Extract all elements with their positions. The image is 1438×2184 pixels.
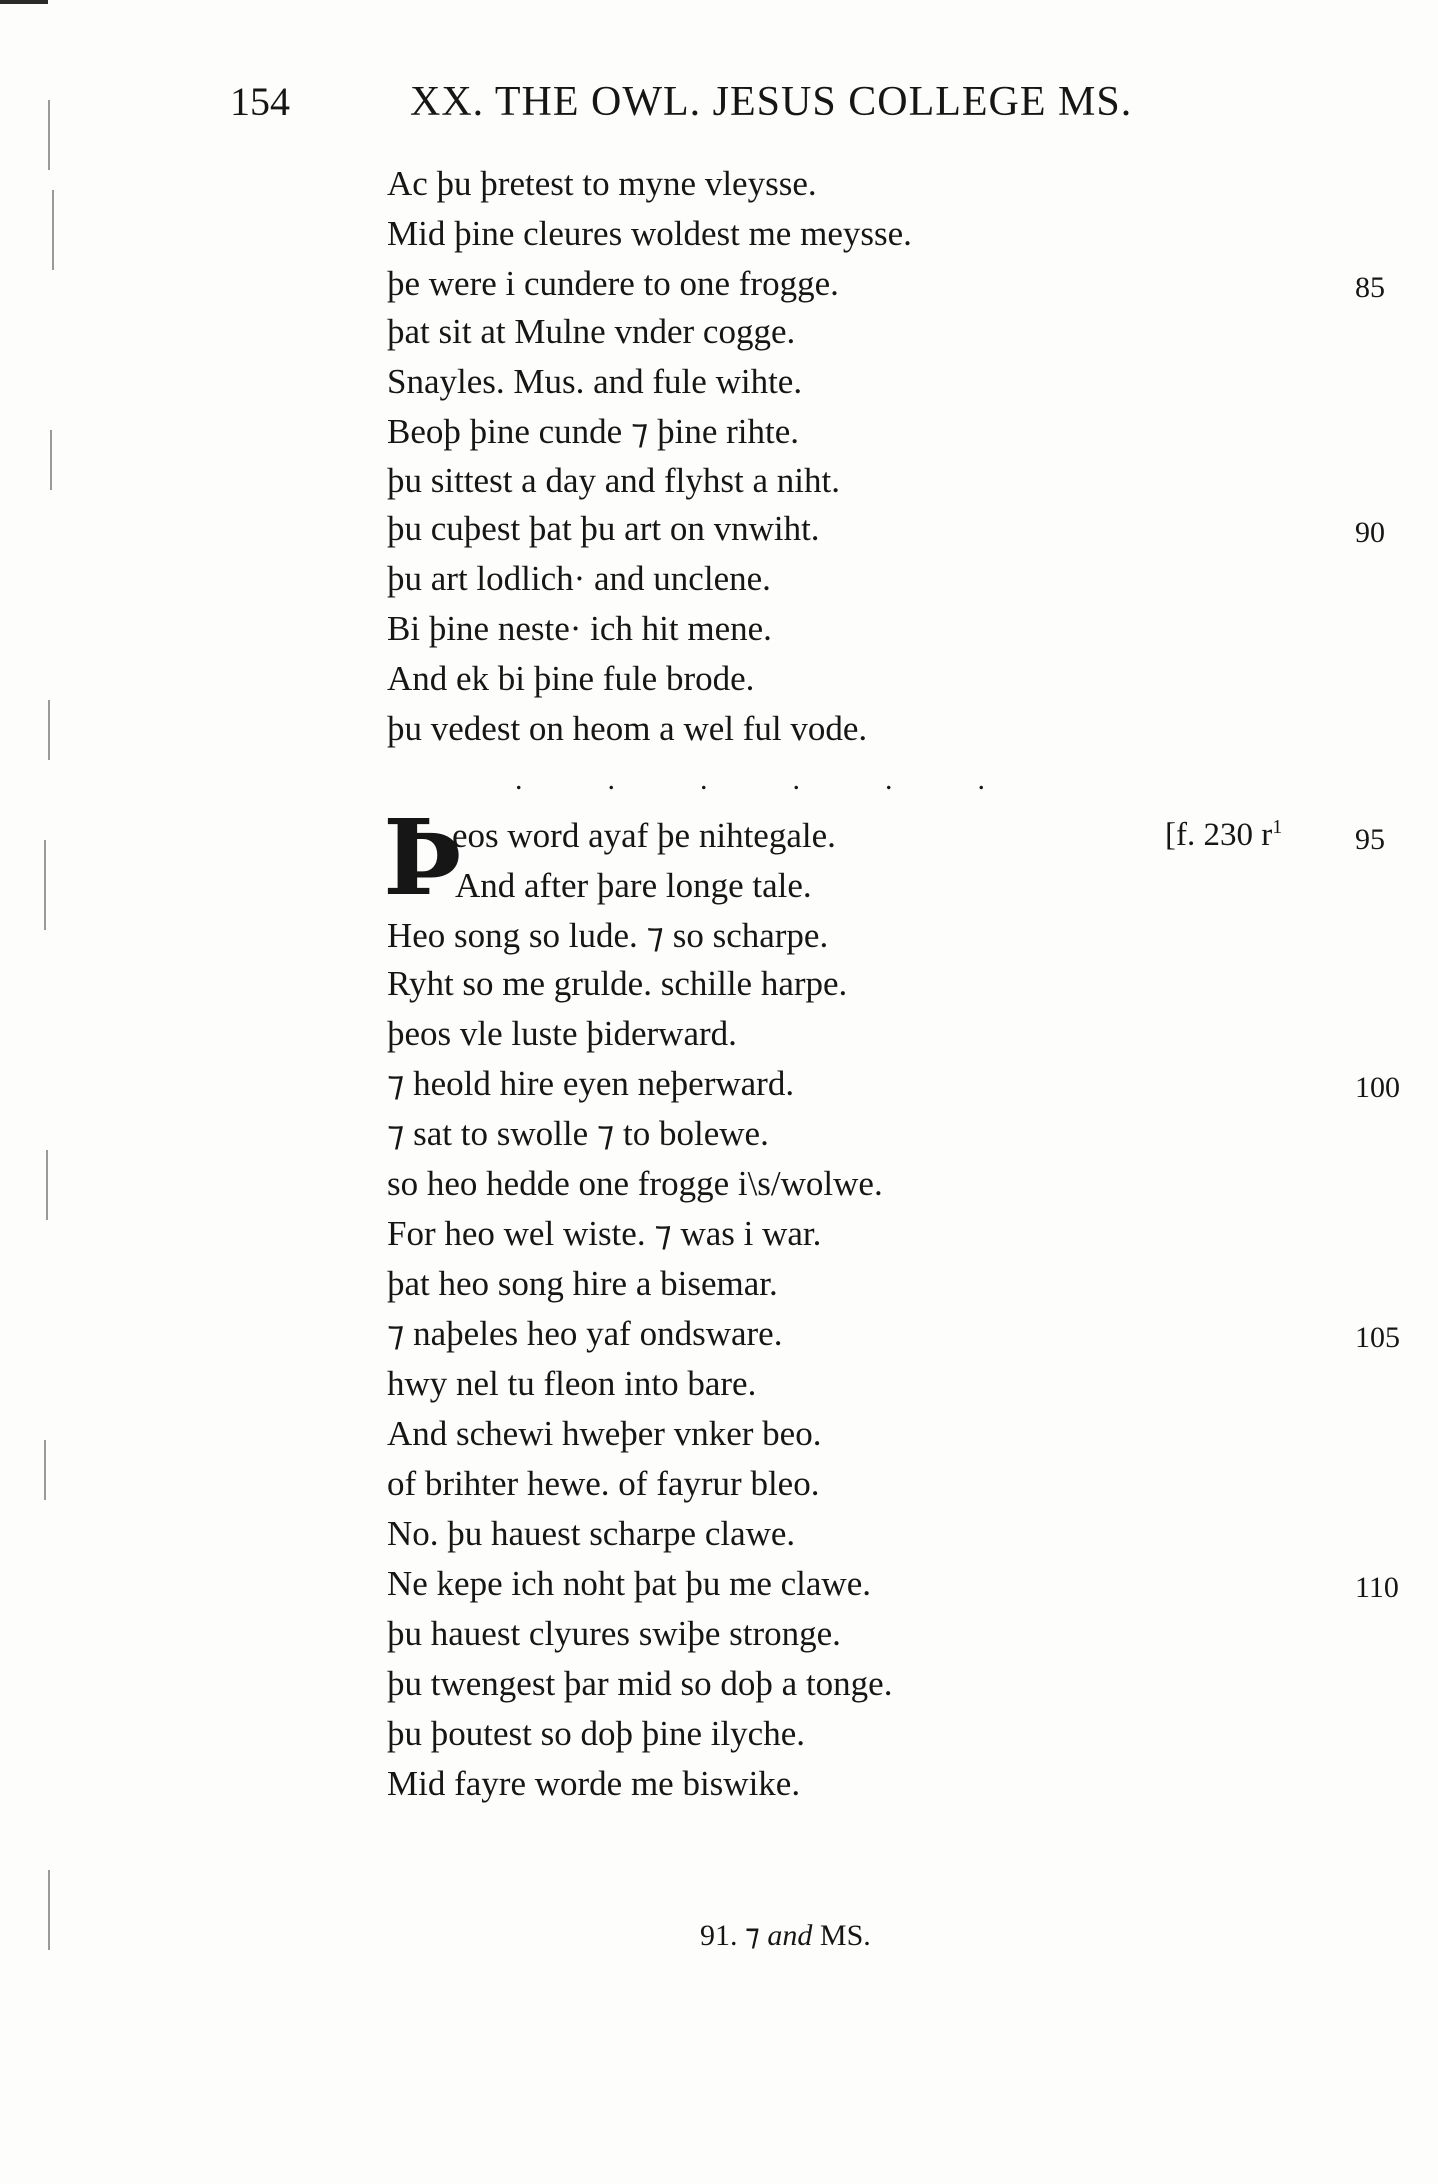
verse-line: of brihter hewe. of fayrur bleo.	[387, 1464, 820, 1503]
verse-line: ⁊ naþeles heo yaf ondsware.	[387, 1314, 783, 1353]
verse-line: þeos vle luste þiderward.	[387, 1014, 737, 1053]
verse-line: Ac þu þretest to myne vleysse.	[387, 164, 817, 203]
omission-dot: .	[792, 763, 800, 796]
scan-edge-mark	[50, 430, 52, 490]
verse-line: Mid þine cleures woldest me meysse.	[387, 214, 912, 253]
scan-edge-mark	[52, 190, 54, 270]
verse-line: þu þoutest so doþ þine ilyche.	[387, 1714, 806, 1753]
line-number: 85	[1355, 271, 1385, 304]
line-number: 110	[1355, 1571, 1399, 1604]
drop-cap: Þ	[383, 796, 462, 919]
running-title: XX. THE OWL. JESUS COLLEGE MS.	[410, 79, 1133, 125]
verse-line: hwy nel tu fleon into bare.	[387, 1364, 757, 1403]
verse-line: eos word ayaf þe nihtegale.	[452, 816, 836, 855]
verse-line: Bi þine neste· ich hit mene.	[387, 609, 772, 648]
verse-line: Ne kepe ich noht þat þu me clawe.	[387, 1564, 871, 1603]
verse-line: Beoþ þine cunde ⁊ þine rihte.	[387, 412, 800, 451]
folio-superscript: 1	[1272, 816, 1283, 838]
scan-edge-mark	[44, 840, 46, 930]
verse-line: so heo hedde one frogge i\s/wolwe.	[387, 1164, 883, 1203]
verse-line: þu vedest on heom a wel ful vode.	[387, 709, 868, 748]
verse-line: And after þare longe tale.	[455, 866, 812, 905]
scan-edge-mark	[48, 100, 50, 170]
verse-line: þat sit at Mulne vnder cogge.	[387, 312, 796, 351]
omission-dot: .	[607, 763, 615, 796]
omission-dot: .	[977, 763, 985, 796]
line-number: 105	[1355, 1321, 1400, 1354]
verse-line: Heo song so lude. ⁊ so scharpe.	[387, 916, 829, 955]
verse-line: þu twengest þar mid so doþ a tonge.	[387, 1664, 893, 1703]
verse-line: þu hauest clyures swiþe stronge.	[387, 1614, 841, 1653]
footnote-source: MS.	[819, 1919, 871, 1952]
footnote-symbol: ⁊	[745, 1919, 760, 1952]
verse-line: For heo wel wiste. ⁊ was i war.	[387, 1214, 822, 1253]
omission-dots	[515, 763, 985, 797]
verse-line: ⁊ sat to swolle ⁊ to bolewe.	[387, 1114, 769, 1153]
omission-dot: .	[885, 763, 893, 796]
scan-edge-mark	[44, 1440, 46, 1500]
scan-edge-mark	[46, 1150, 48, 1220]
folio-text: [f. 230 r	[1165, 817, 1273, 853]
verse-line: Ryht so me grulde. schille harpe.	[387, 964, 848, 1003]
line-number: 95	[1355, 823, 1385, 856]
verse-line: Snayles. Mus. and fule wihte.	[387, 362, 803, 401]
scan-edge-mark	[48, 1870, 50, 1950]
verse-line: þat heo song hire a bisemar.	[387, 1264, 778, 1303]
verse-line: And schewi hweþer vnker beo.	[387, 1414, 822, 1453]
verse-line: And ek bi þine fule brode.	[387, 659, 755, 698]
verse-line: No. þu hauest scharpe clawe.	[387, 1514, 796, 1553]
page-number: 154	[230, 79, 290, 124]
verse-line: þu cuþest þat þu art on vnwiht.	[387, 509, 820, 548]
line-number: 90	[1355, 516, 1385, 549]
verse-line: þe were i cundere to one frogge.	[387, 264, 839, 303]
verse-line: Mid fayre worde me biswike.	[387, 1764, 801, 1803]
verse-line: þu sittest a day and flyhst a niht.	[387, 461, 840, 500]
omission-dot: .	[700, 763, 708, 796]
scan-edge-mark	[48, 700, 50, 760]
scan-corner-mark	[0, 0, 48, 4]
footnote-word: and	[767, 1919, 813, 1952]
folio-reference	[1165, 816, 1282, 854]
line-number: 100	[1355, 1071, 1400, 1104]
omission-dot: .	[515, 763, 523, 796]
footnote-number: 91.	[700, 1919, 738, 1952]
verse-line: ⁊ heold hire eyen neþerward.	[387, 1064, 795, 1103]
footnote	[700, 1918, 871, 1953]
verse-line: þu art lodlich· and unclene.	[387, 559, 771, 598]
